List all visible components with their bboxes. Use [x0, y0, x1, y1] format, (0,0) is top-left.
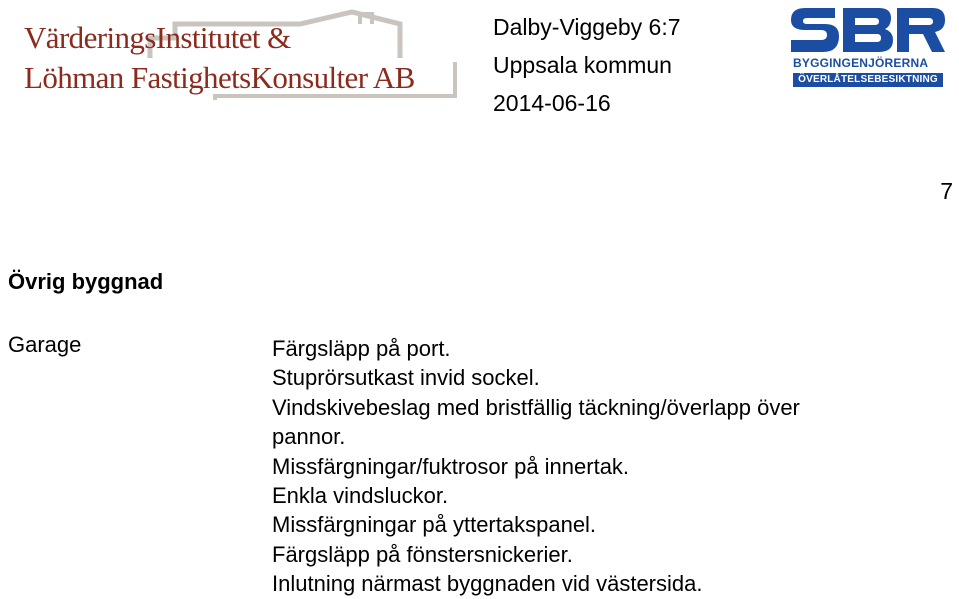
logo-line-1: VärderingsInstitutet & — [24, 20, 291, 55]
remark-item: Färgsläpp på fönstersnickerier. — [272, 541, 573, 567]
remark-item: Missfärgningar på yttertakspanel. — [272, 512, 597, 538]
remark-item: Inlutning närmast byggnaden vid västersida. — [272, 571, 703, 597]
inspection-date: 2014-06-16 — [493, 90, 611, 116]
remark-item: Enkla vindsluckor. — [272, 483, 449, 509]
remark-item: pannor. — [272, 424, 346, 450]
municipality: Uppsala kommun — [493, 52, 672, 78]
remarks-list — [272, 334, 800, 599]
remark-item: Färgsläpp på port. — [272, 336, 451, 361]
sbr-name: BYGGINGENJÖRERNA — [793, 56, 929, 70]
sbr-logo — [787, 6, 949, 88]
property-designation: Dalby-Viggeby 6:7 — [493, 14, 681, 40]
sbr-letters-icon — [787, 6, 949, 54]
page-number: 7 — [940, 178, 953, 204]
remark-item: Stuprörsutkast invid sockel. — [272, 365, 540, 391]
valuation-institute-logo — [0, 0, 470, 108]
sbr-subtitle: ÖVERLÅTELSEBESIKTNING — [793, 73, 943, 87]
document-header — [493, 8, 681, 122]
building-label: Garage — [8, 332, 82, 357]
remark-item: Vindskivebeslag med bristfällig täckning/överlapp över — [272, 394, 800, 420]
section-title: Övrig byggnad — [8, 269, 164, 294]
remark-item: Missfärgningar/fuktrosor på innertak. — [272, 453, 630, 479]
logo-line-2: Löhman FastighetsKonsulter AB — [24, 60, 415, 95]
